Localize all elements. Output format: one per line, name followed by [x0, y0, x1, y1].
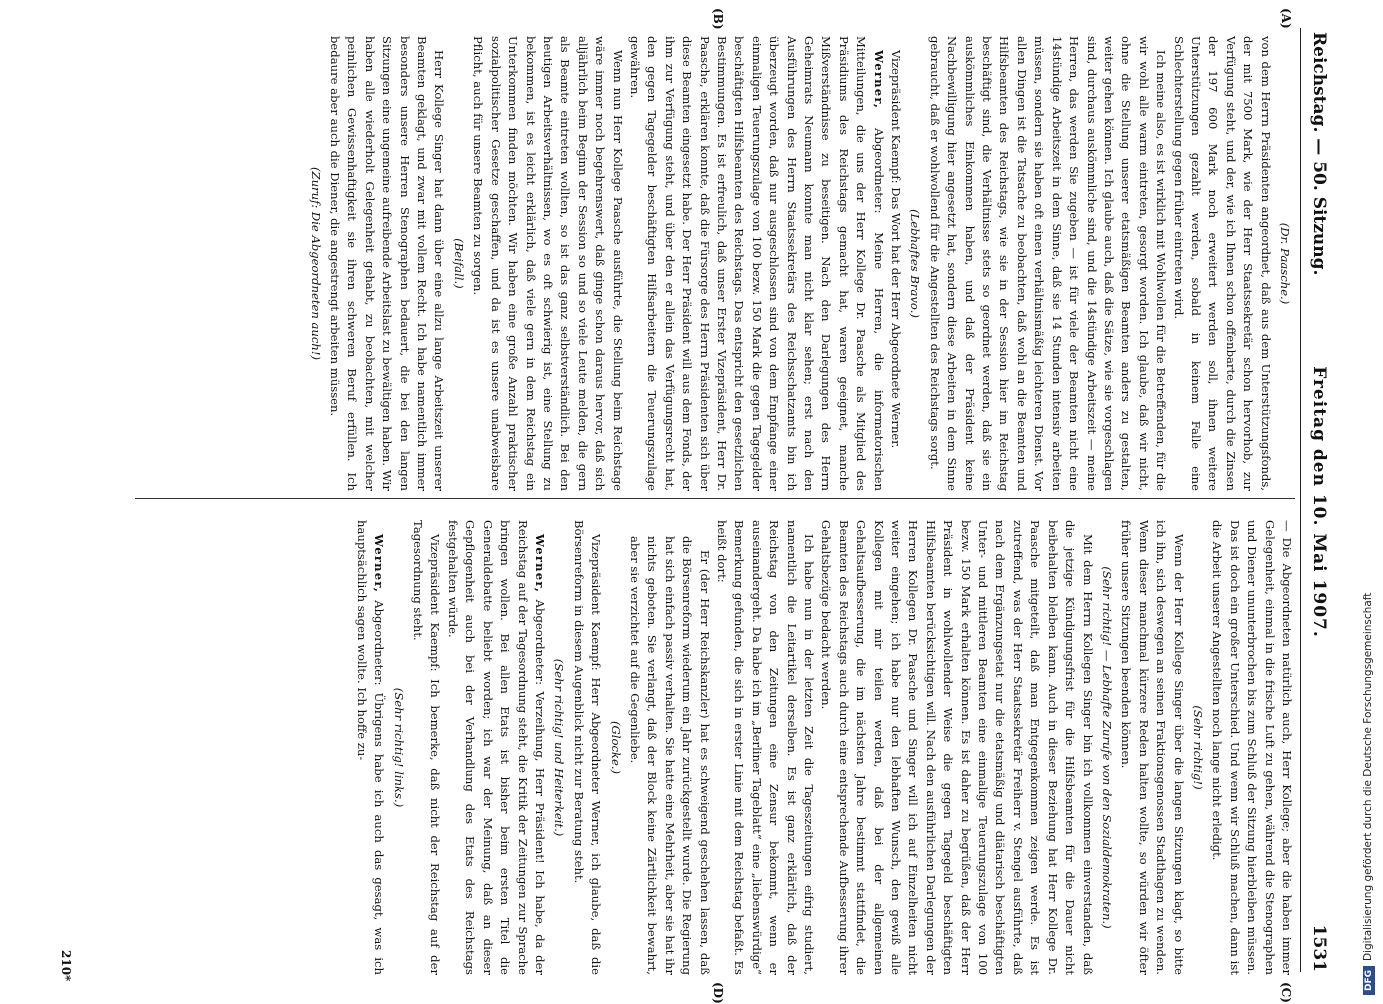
paragraph: Vizepräsident Kaempf: Ich bemerke, daß nicht der Reichstag auf der Tagesordnung steht.	[411, 520, 443, 975]
paragraph: Herr Kollege Singer hat dann über eine allzu lange Arbeitszeit unserer Beamten geklagt, und zwar mit vollem Recht. Ich habe namentlich immer besonders unsere Herren Stenographen bedauert, die bei den langen Sitzungen eine ungemeine aufreibende Arbeitslast zu bewältigen haben. Wir haben alle wiederholt Gelegenheit gehabt, zu beobachten, mit welcher peinlichen Gewissenhaftigkeit sie ihren schweren Beruf erfüllen. Ich bedaure aber auch die Diener, die angestrengt arbeiten müssen.	[328, 36, 447, 491]
applause-note: (Sehr richtig! links.)	[391, 687, 406, 808]
right-column	[352, 520, 1295, 975]
dfg-footer	[1362, 593, 1375, 995]
speaker-intro: (Dr. Paasche.)	[1278, 222, 1292, 305]
paragraph: Abgeordneter: Verzeihung, Herr Präsident! Ich habe, da der Reichstag auf der Tagesordnung steht, die Kritik der Zeitungen zur Sprache bringen wollen. Bei allen Etats ist bisher beim ersten Titel die Generaldebatte beliebt worden; ich war der Meinung, daß an dieser Gepflogenheit auch bei der Verhandlung des Etats des Reichstags festgehalten würde.	[445, 520, 547, 975]
speaker-name: Werner,	[532, 534, 547, 594]
header-date: Freitag den 10. Mai 1907.	[1309, 366, 1329, 638]
paragraph: Ich meine also, es ist wirklich mit Wohlwollen für die Betreffenden, für die wir wohl alle warm eintreten, gesorgt worden. Ich glaube, daß wir nicht, ohne die Stellung unserer etatsmäßigen Beamten anders zu gestalten, weiter gehen können. Ich glaube auch, daß die Sätze, wie sie vorgeschlagen sind, durchaus auskömmliche sind, und die 14stündige Arbeitszeit — meine Herren, das werden Sie zugeben — ist für viele der Beamten nicht eine 14stündige Arbeitszeit in dem Sinne, daß sie 14 Stunden intensiv arbeiten müssen, sondern sie haben oft einen verhältnismäßig leichteren Dienst. Vor allen Dingen ist die Tatsache zu beobachten, daß wohl an die Beamten und Hilfsbeamten des Reichstags, wie sie in der Session hier im Reichstag beschäftigt sind, die Verhältnisse stets so geordnet werden, daß sie ein auskömmliches Einkommen haben, und daß der Präsident keine Nachbewilligung hier angesetzt hat, sondern diese Arbeiten in dem Sinne gebraucht, daß er wohlwollend für die Angestellten des Reichstags sorgt.	[927, 36, 1169, 491]
paragraph: Vizepräsident Kaempf: Herr Abgeordneter Werner, ich glaube, daß die Börsenreform in diesem Augenblick nicht zur Beratung steht.	[571, 520, 604, 975]
paragraph: Ich habe nun in der letzten Zeit die Tageszeitungen eifrig studiert, namentlich die Leitartikel derselben. Es ist ganz erklärlich, daß der Reichstag von den Zeitungen eine Zensur bekommt, wenn er auseinandergeht. Da habe ich im „Berliner Tageblatt“ eine „liebenswürdige“ Bemerkung gefunden, die sich in erster Linie mit dem Reichstag befaßt. Es heißt dort:	[715, 520, 817, 975]
bell-note: (Glocke.)	[608, 720, 623, 775]
applause-note: (Lebhaftes Bravo.)	[908, 209, 923, 318]
applause-note: (Sehr richtig!)	[1190, 705, 1205, 790]
margin-marker-c: (C)	[1279, 982, 1293, 1003]
paragraph: Wenn der Herr Kollege Singer über die langen Sitzungen klagt, so bitte ich ihn, sich deswegen an seinen Fraktionsgenossen Stadthagen zu wenden. Wenn dieser manchmal kürzere Reden halten wollte, so würden wir öfter früher unsere Sitzungen beenden können.	[1119, 520, 1186, 975]
speaker-name: Werner,	[871, 50, 886, 110]
dfg-logo: DFG	[1363, 966, 1375, 995]
paragraph: Abgeordneter: Meine Herren, die informatorischen Mitteilungen, die uns der Herr Kollege Dr. Paasche als Mitglied des Präsidiums des Reichstags gemacht hat, waren geeignet, manche Mißverständnisse zu beseitigen. Nach den Darlegungen des Herrn Geheimrats Neumann konnte man nicht klar sehen; erst nach den Ausführungen des Herrn Staatssekretärs des Reichsschatzamts bin ich überzeugt worden, daß nur ausgeschlossen sind von dem Empfange einer einmaligen Teuerungszulage von 100 bezw. 150 Mark die gegen Tagegelder beschäftigten Hilfsbeamten des Reichstags. Das entspricht den gesetzlichen Bestimmungen. Es ist erfreulich, daß unser Erster Vizepräsident, Herr Dr. Paasche, erklären konnte, daß die Fürsorge des Herrn Präsidenten sich über diese Beamten eingesetzt habe. Der Herr Präsident will aus dem Fonds, der ihm zur Verfügung steht, und über den er allein das Verfügungsrecht hat, den gegen Tagegelder beschäftigten Hilfsarbeitern die Teuerungszulage gewähren.	[627, 36, 886, 491]
applause-note: (Beifall.)	[451, 238, 466, 289]
margin-marker-d: (D)	[711, 982, 725, 1004]
paragraph: Mit dem Herrn Kollegen Singer bin ich vollkommen einverstanden, daß die jetzige Kündigungsfrist für die Hilfsbeamten für die Dauer nicht beibehalten bleiben kann. Auch in dieser Beziehung hat Herr Kollege Dr. Paasche mitgeteilt, daß man Entgegenkommen zeigen werde. Es ist zutreffend, was der Herr Staatssekretär Freiherr v. Stengel ausführte, daß nach dem Ergänzungsetat nur die etatsmäßig und diätarisch beschäftigten Unter- und mittleren Beamten eine einmalige Teuerungszulage von 100 bezw. 150 Mark erhalten können. Es ist daher zu begrüßen, daß der Herr Präsident in wohlwollender Weise die gegen Tagegeld beschäftigten Hilfsbeamten berücksichtigen will. Nach den ausführlichen Darlegungen der Herren Kollegen Dr. Paasche und Singer will ich auf Einzelheiten nicht weiter eingehen; ich habe nur den lebhaften Wunsch, den gewiß alle Kollegen mit mir teilen werden, daß bei der allgemeinen Gehaltsaufbesserung, die im nächsten Jahre bestimmt stattfindet, die Beamten des Reichstags auch durch eine entsprechende Aufbesserung ihrer Gehaltsbezüge bedacht werden.	[819, 520, 1095, 975]
header-rule	[1300, 28, 1301, 972]
paragraph: — Die Abgeordneten natürlich auch, Herr Kollege; aber die haben immer Gelegenheit, einmal in die frische Luft zu gehen, während die Stenographen und Diener ununterbrochen bis zum Schluß der Sitzung hierbleiben müssen. Das ist doch ein großer Unterschied. Und wenn wir Schluß machen, dann ist die Arbeit unserer Angestellten noch lange nicht erledigt.	[1210, 520, 1294, 975]
applause-note: (Sehr richtig! und Heiterkeit.)	[552, 658, 567, 837]
header-page-number: 1531	[1309, 924, 1329, 972]
footer-text: Digitalisierung gefördert durch die Deutsche Forschungsgemeinschaft	[1362, 592, 1374, 961]
column-divider	[135, 498, 1295, 499]
left-column	[304, 36, 1295, 491]
interjection-note: (Sehr richtig! — Lebhafte Zurufe von den Sozialdemokraten.)	[1099, 566, 1114, 929]
quotation: Er (der Herr Reichskanzler) hat es schweigend geschehen lassen, daß die Börsenreform wiederum ein Jahr zurückgestellt wurde. Die Regierung hat sich einfach passiv verhalten. Sie hatte eine Mehrheit, aber sie hat ihr nichts geboten. Sie verlangt, daß der Block keine Zärtlichkeit bewahrt, aber sie verzichtet auf die Gegenliebe.	[627, 536, 712, 975]
speaker-name: Werner,	[372, 534, 387, 594]
page-header	[1301, 32, 1329, 972]
paragraph: Abgeordneter: Übrigens habe ich auch das gesagt, was ich hauptsächlich sagen wollte. Ich hoffe zu-	[354, 520, 387, 976]
paragraph: Wenn nun Herr Kollege Paasche ausführte, die Stellung beim Reichstage wäre immer noch begehrenswert, daß ginge schon daraus hervor, daß sich alljährlich beim Beginn der Session so und so viele Leute melden, die gern als Beamte eintreten wollten, so ist das ganz selbstverständlich. Bei den heutigen Arbeitsverhältnissen, wo es oft schwierig ist, eine Stellung zu bekommen, ist es leicht erklärlich, daß viele gern in dem Reichstag ein Unterkommen finden möchten. Wir haben eine große Anzahl praktischer sozialpolitischer Gesetze geschaffen, und da ist es unsere unabweisbare Pflicht, auch für unsere Beamten zu sorgen.	[471, 36, 625, 491]
interjection-note: (Zuruf: Die Abgeordneten auch!)	[308, 166, 323, 361]
margin-marker-b: (B)	[711, 8, 725, 30]
paragraph: von dem Herrn Präsidenten angeordnet, daß aus dem Unterstützungsfonds, der mit 7500 Mark, wie der Herr Staatssekretär schon hervorhob, zur Verfügung steht, und der, wie ich Ihnen schon offenbarte, durch die Zinsen der 197 600 Mark noch erweitert werden soll, ihnen weitere Unterstützungen gezahlt werden, sobald in keinem Falle eine Schlechterstellung gegen früher eintreten wird.	[1171, 36, 1273, 491]
document-page	[15, 0, 1335, 1004]
header-session: Reichstag. — 50. Sitzung.	[1309, 32, 1329, 276]
paragraph: Vizepräsident Kaempf: Das Wort hat der Herr Abgeordnete Werner.	[889, 50, 904, 449]
sheet-signature: 210*	[59, 950, 73, 982]
margin-marker-a: (A)	[1279, 8, 1293, 29]
